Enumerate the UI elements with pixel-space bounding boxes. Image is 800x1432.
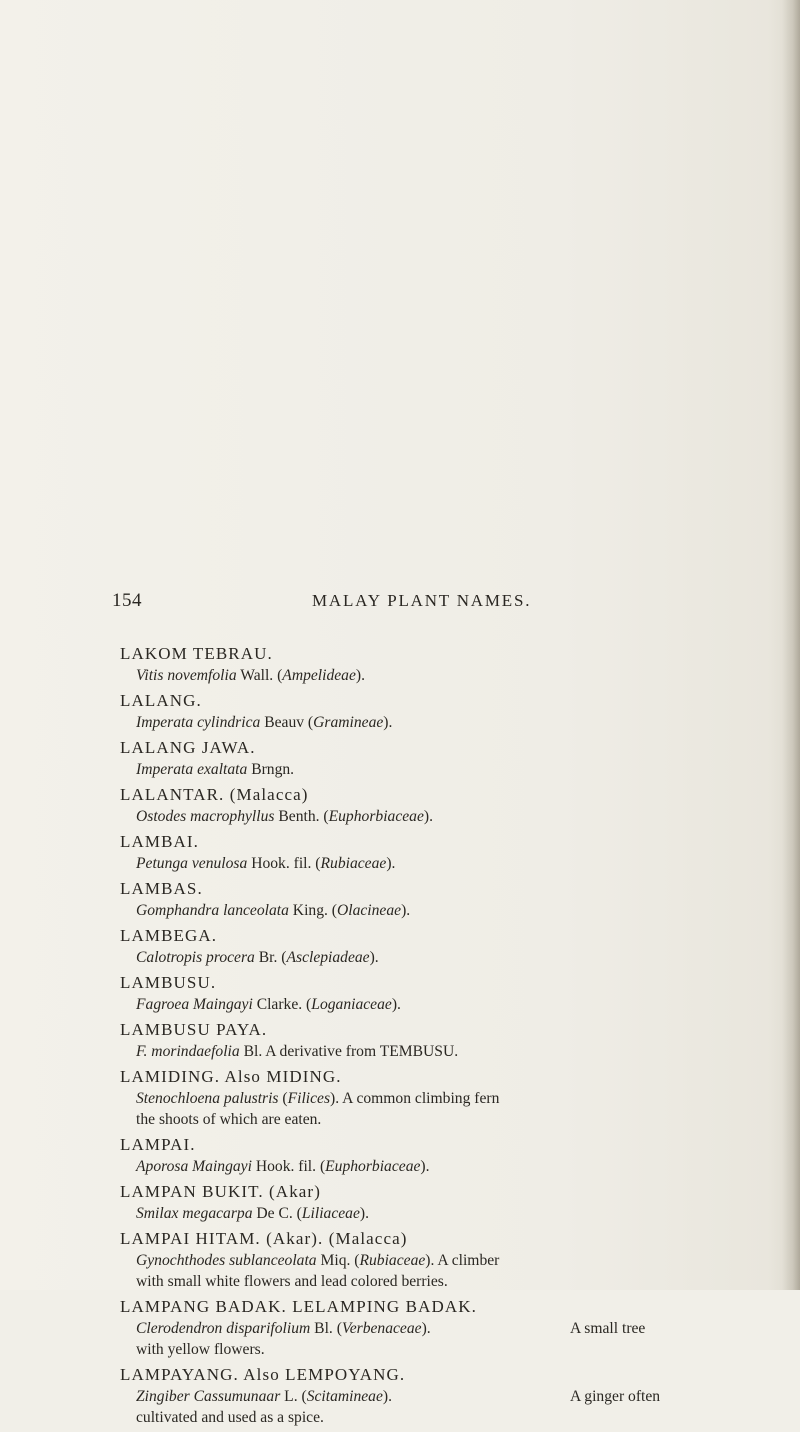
definition-tail: ). <box>423 808 433 825</box>
scientific-name: Ostodes macrophyllus <box>136 808 275 825</box>
entry-continuation: with small white flowers and lead colored berries. <box>136 1273 448 1290</box>
entry-side-note: A ginger often <box>570 1388 661 1405</box>
entry-headword: LAMBUSU PAYA. <box>120 1020 268 1039</box>
scientific-name: Imperata exaltata <box>136 761 248 778</box>
author: Beauv ( <box>260 714 314 731</box>
author: L. ( <box>280 1388 307 1405</box>
author: Bl. A derivative from TEMBUSU. <box>239 1043 459 1060</box>
definition-tail: ). <box>386 855 396 872</box>
scientific-name: F. morindaefolia <box>136 1043 240 1060</box>
author: Benth. ( <box>274 808 329 825</box>
family-name: Gramineae <box>313 714 384 731</box>
definition-tail: ). <box>401 902 411 919</box>
author: Bl. ( <box>310 1320 342 1337</box>
definition-tail: ). <box>420 1158 430 1175</box>
entry-list <box>120 643 760 1432</box>
entry-definition <box>120 900 760 921</box>
entry-headword: LALANG. <box>120 691 202 710</box>
running-title: MALAY PLANT NAMES. <box>312 591 532 610</box>
entry-headword: LAMPAN BUKIT. (Akar) <box>120 1182 321 1201</box>
entry-headword: LAMPAYANG. Also LEMPOYANG. <box>120 1365 406 1384</box>
family-name: Ampelideae <box>282 667 356 684</box>
family-name: Asclepiadeae <box>286 949 370 966</box>
scientific-name: Clerodendron disparifolium <box>136 1320 311 1337</box>
family-name: Euphorbiaceae <box>328 808 424 825</box>
scientific-name: Smilax megacarpa <box>136 1205 253 1222</box>
entry <box>120 1296 760 1360</box>
entry-definition <box>120 665 760 686</box>
scientific-name: Gomphandra lanceolata <box>136 902 289 919</box>
entry-headword: LAMPAI HITAM. (Akar). (Malacca) <box>120 1229 408 1248</box>
entry <box>120 1134 760 1177</box>
entry-definition <box>120 994 760 1015</box>
entry <box>120 925 760 968</box>
entry-definition <box>120 712 760 733</box>
entry-continuation: the shoots of which are eaten. <box>136 1111 322 1128</box>
family-name: Rubiaceae <box>320 855 387 872</box>
entry-headword: LAKOM TEBRAU. <box>120 644 273 663</box>
scientific-name: Imperata cylindrica <box>136 714 261 731</box>
entry <box>120 878 760 921</box>
entry <box>120 1066 760 1130</box>
page-header <box>112 590 752 622</box>
entry-side-note: A small tree <box>570 1320 646 1337</box>
entry <box>120 1364 760 1428</box>
entry-definition <box>120 759 760 780</box>
author: Br. ( <box>254 949 287 966</box>
entry <box>120 972 760 1015</box>
scientific-name: Fagroea Maingayi <box>136 996 253 1013</box>
entry-definition <box>120 806 760 827</box>
family-name: Euphorbiaceae <box>325 1158 421 1175</box>
definition-tail: ). <box>421 1320 431 1337</box>
entry-headword: LALANG JAWA. <box>120 738 256 757</box>
entry-headword: LAMBUSU. <box>120 973 217 992</box>
entry <box>120 1019 760 1062</box>
scientific-name: Aporosa Maingayi <box>136 1158 252 1175</box>
definition-tail: ). <box>369 949 379 966</box>
page-number: 154 <box>112 590 142 611</box>
author: Miq. ( <box>316 1252 360 1269</box>
definition-tail: ). <box>359 1205 369 1222</box>
scientific-name: Petunga venulosa <box>136 855 248 872</box>
author: ( <box>278 1090 288 1107</box>
entry <box>120 784 760 827</box>
author: Clarke. ( <box>252 996 312 1013</box>
family-name: Filices <box>287 1090 331 1107</box>
entry <box>120 831 760 874</box>
page-edge-shadow <box>782 0 800 1290</box>
family-name: Rubiaceae <box>359 1252 426 1269</box>
definition-tail: ). <box>391 996 401 1013</box>
definition-tail: ). A common climbing fern <box>330 1090 500 1107</box>
author: Hook. fil. ( <box>247 855 321 872</box>
entry-headword: LAMPAI. <box>120 1135 196 1154</box>
entry-headword: LAMBAI. <box>120 832 200 851</box>
entry-headword: LAMBEGA. <box>120 926 218 945</box>
family-name: Liliaceae <box>301 1205 360 1222</box>
definition-tail: ). <box>382 1388 392 1405</box>
family-name: Loganiaceae <box>311 996 392 1013</box>
entry-headword: LAMBAS. <box>120 879 203 898</box>
family-name: Verbenaceae <box>341 1320 422 1337</box>
entry-headword: LAMIDING. Also MIDING. <box>120 1067 342 1086</box>
entry-continuation: with yellow flowers. <box>136 1341 265 1358</box>
family-name: Scitamineae <box>306 1388 383 1405</box>
author: King. ( <box>288 902 337 919</box>
entry <box>120 643 760 686</box>
entry <box>120 1181 760 1224</box>
entry-definition <box>120 947 760 968</box>
entry-definition <box>120 1386 760 1407</box>
author: De C. ( <box>252 1205 302 1222</box>
author: Brngn. <box>247 761 295 778</box>
entry-definition <box>120 1250 760 1271</box>
entry-definition <box>120 853 760 874</box>
definition-tail: ). <box>383 714 393 731</box>
entry-definition <box>120 1041 760 1062</box>
entry-continuation: cultivated and used as a spice. <box>136 1409 324 1426</box>
scientific-name: Gynochthodes sublanceolata <box>136 1252 317 1269</box>
entry-headword: LALANTAR. (Malacca) <box>120 785 309 804</box>
definition-tail: ). A climber <box>425 1252 500 1269</box>
entry <box>120 737 760 780</box>
author: Hook. fil. ( <box>251 1158 326 1175</box>
entry-definition <box>120 1156 760 1177</box>
entry-headword: LAMPANG BADAK. LELAMPING BADAK. <box>120 1297 477 1316</box>
definition-tail: ). <box>355 667 365 684</box>
scientific-name: Vitis novemfolia <box>136 667 237 684</box>
entry-definition <box>120 1318 760 1339</box>
family-name: Olacineae <box>336 902 402 919</box>
entry <box>120 1228 760 1292</box>
scientific-name: Zingiber Cassumunaar <box>136 1388 281 1405</box>
scientific-name: Stenochloena palustris <box>136 1090 279 1107</box>
author: Wall. ( <box>236 667 283 684</box>
scientific-name: Calotropis procera <box>136 949 255 966</box>
entry-definition <box>120 1203 760 1224</box>
entry-definition <box>120 1088 760 1109</box>
entry <box>120 690 760 733</box>
